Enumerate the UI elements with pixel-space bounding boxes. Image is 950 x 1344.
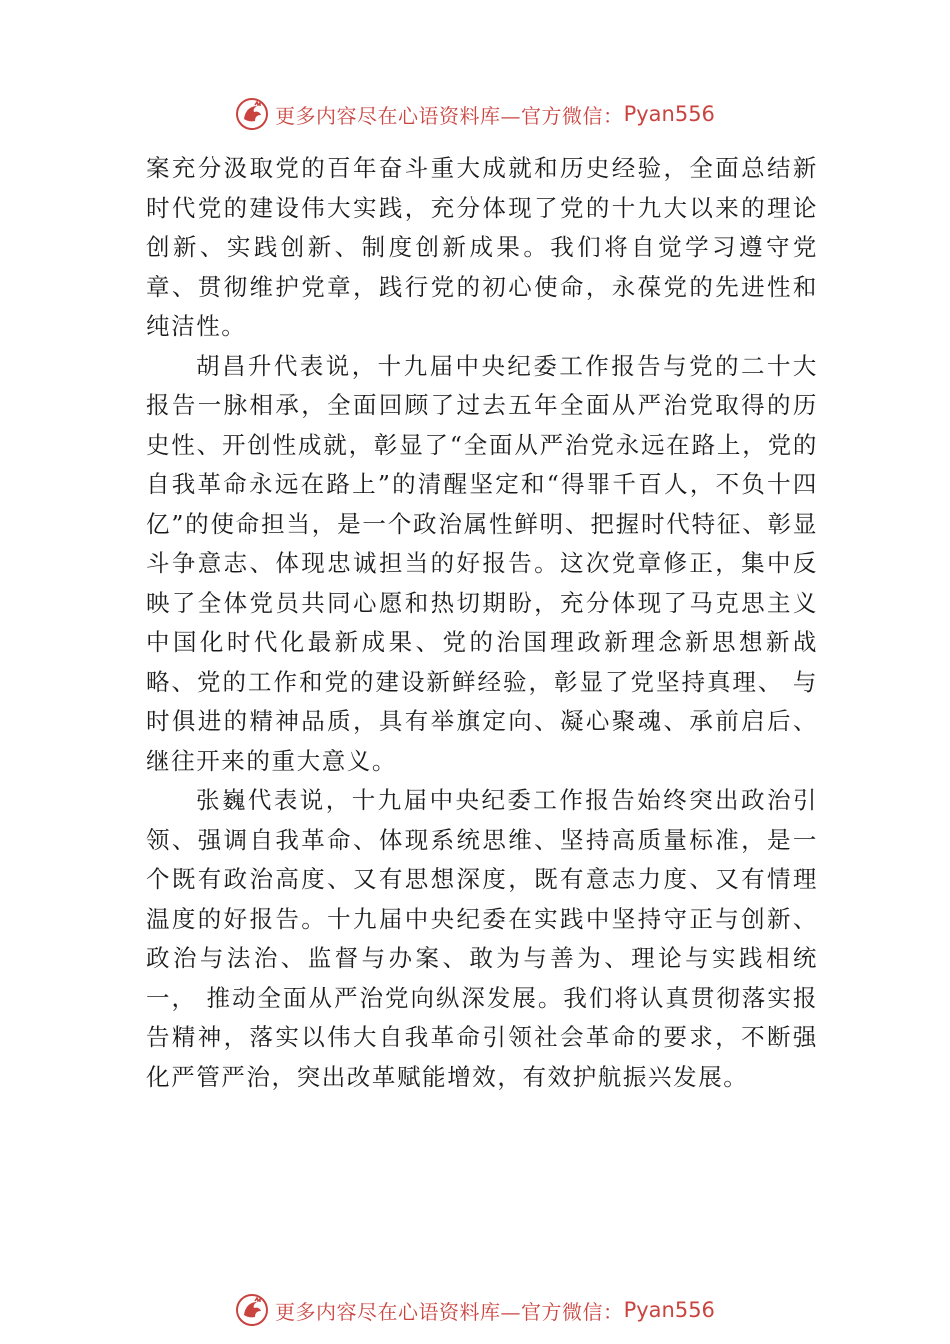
header-banner — [0, 94, 950, 134]
paragraph: 案充分汲取党的百年奋斗重大成就和历史经验，全面总结新时代党的建设伟大实践，充分体现了党的十九大以来的理论创新、实践创新、制度创新成果。我们将自觉学习遵守党章、贯彻维护党章，践行党的初心使命，永葆党的先进性和纯洁性。 — [146, 154, 818, 340]
banner-text: 更多内容尽在心语资料库—官方微信： — [275, 103, 624, 128]
rooster-logo-icon — [235, 1293, 269, 1327]
paragraph: 张巍代表说，十九届中央纪委工作报告始终突出政治引领、强调自我革命、体现系统思维、坚持高质量标准，是一个既有政治高度、又有思想深度，既有意志力度、又有情理温度的好报告。十九届中央纪委在实践中坚持守正与创新、 政治与法治、监督与办案、敢为与善为、理论与实践相统一， 推动全面从严治党向纵深发展。我们将认真贯彻落实报告精神，落实以伟大自我革命引领社会革命的要求，不断强化严管严治，突出改革赋能增效，有效护航振兴发展。 — [146, 786, 818, 1091]
banner-text: 更多内容尽在心语资料库—官方微信： — [275, 1299, 624, 1324]
wechat-id: Pyan556 — [623, 102, 715, 126]
paragraph: 胡昌升代表说，十九届中央纪委工作报告与党的二十大报告一脉相承，全面回顾了过去五年全面从严治党取得的历史性、开创性成就，彰显了“全面从严治党永远在路上，党的自我革命永远在路上”的清醒坚定和“得罪千百人，不负十四亿”的使命担当，是一个政治属性鲜明、把握时代特征、彰显斗争意志、体现忠诚担当的好报告。这次党章修正，集中反映了全体党员共同心愿和热切期盼，充分体现了马克思主义中国化时代化最新成果、党的治国理政新理念新思想新战略、党的工作和党的建设新鲜经验，彰显了党坚持真理、 与时俱进的精神品质，具有举旗定向、凝心聚魂、承前启后、继往开来的重大意义。 — [146, 351, 818, 775]
footer-banner — [0, 1290, 950, 1330]
rooster-logo-icon — [235, 97, 269, 131]
document-body — [146, 149, 818, 1097]
wechat-id: Pyan556 — [623, 1298, 715, 1322]
